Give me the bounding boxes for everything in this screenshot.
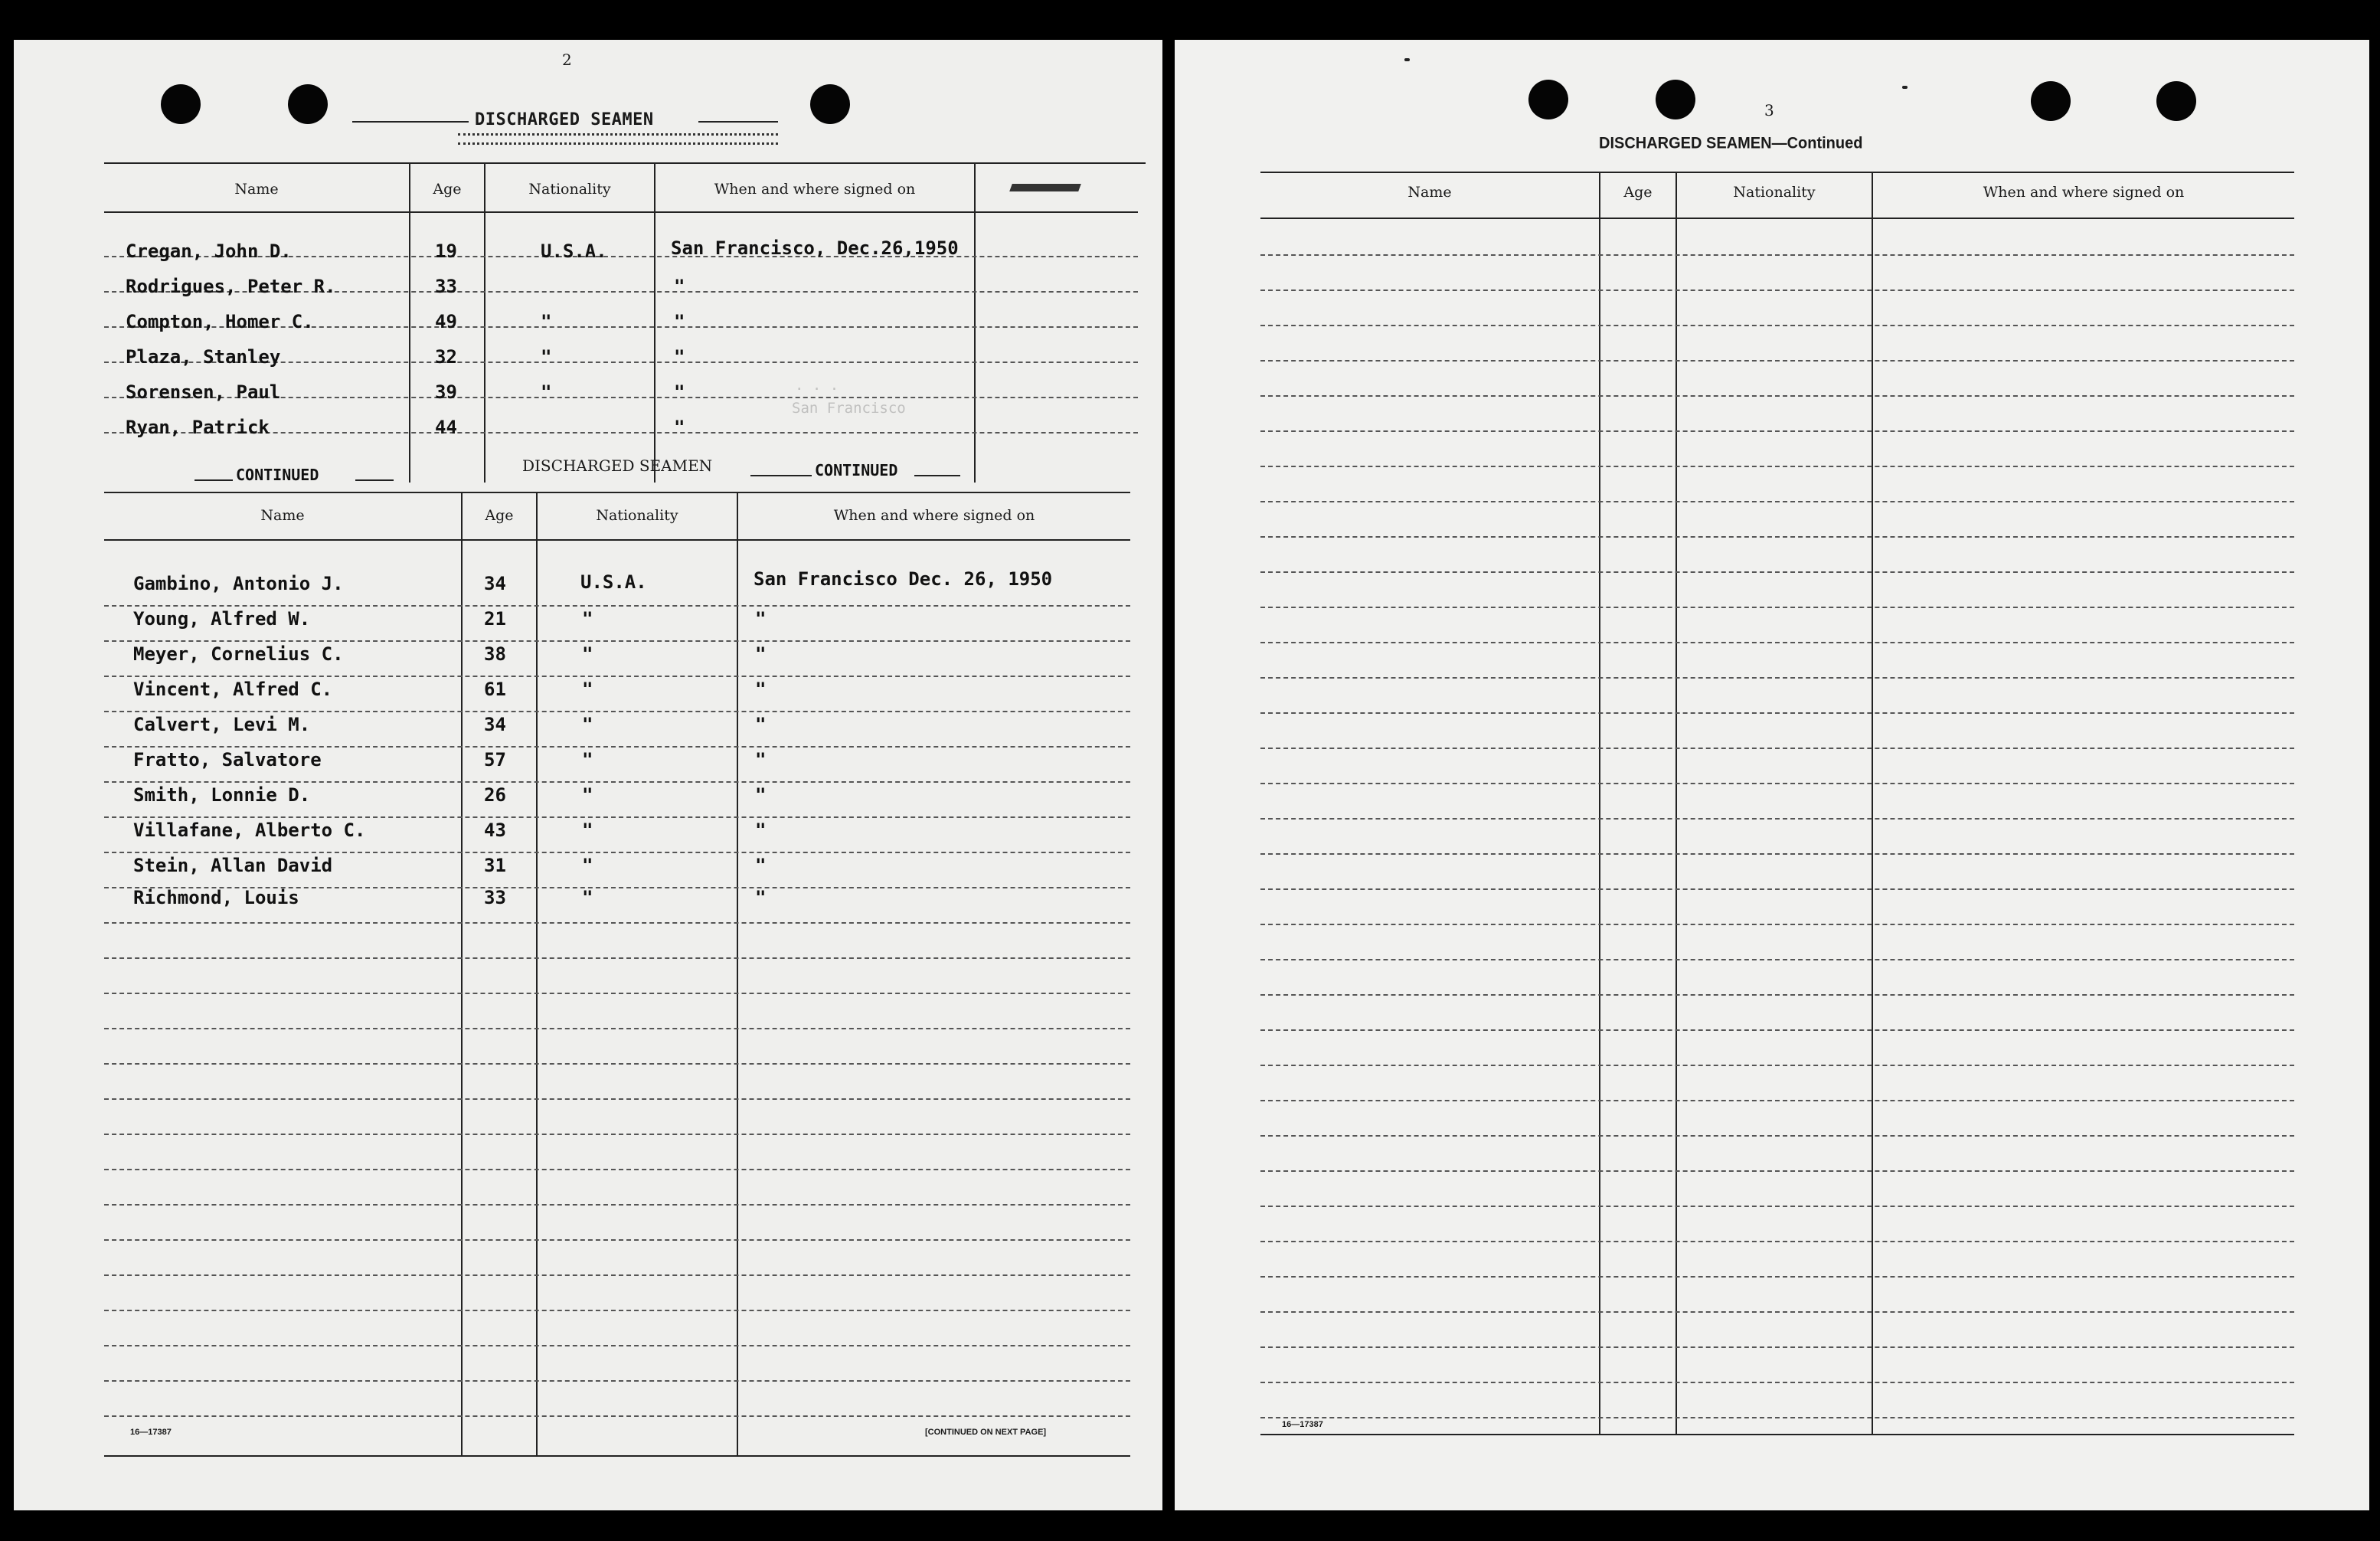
- seaman-name: Meyer, Cornelius C.: [133, 643, 344, 665]
- left-page: 2 DISCHARGED SEAMEN Name Age Nationality When and where signed on Cregan, John D. 19 U.S.A. San Francisco, Dec.26,1950 Rodrigues, Peter R. 33 " Compton, Homer C. 49 " " Plaza, Stanley 32 " " Sorensen, Paul 39 " " Ryan, Patrick 44 " . . . San Francisco CONTINUED DISCHARGED SEAMEN CONTINUED Name Age Nationality When and where signed on Gambino, Antonio J. 34 U.S.A. San Francisco Dec. 26, 1950 Young, Alfred W. 21 " " Meyer, Cornelius C. 38 " " Vincent, Alfred C. 61 " " Calvert, Levi M. 34 " " Fratto, Salvatore 57 " " Smith, Lonnie D. 26 " " Villafane, Alberto C. 43 " " Stein, Allan David 31 " " Richmond, Louis 33 " " 16—17387 [CONTINUED ON NEXT PAGE]: [14, 40, 1162, 1510]
- punch-hole: [2156, 81, 2196, 121]
- seaman-name: Stein, Allan David: [133, 855, 333, 876]
- page-title: DISCHARGED SEAMEN—Continued: [1599, 134, 1863, 152]
- form-number: 16—17387: [1282, 1420, 1323, 1429]
- seaman-age: 31: [484, 855, 506, 876]
- table-rule: [654, 162, 655, 483]
- seaman-signed-on: ": [674, 417, 685, 438]
- seaman-name: Ryan, Patrick: [126, 417, 270, 438]
- seaman-age: 21: [484, 608, 506, 630]
- page-title: DISCHARGED SEAMEN: [475, 110, 654, 129]
- col-header-name: Name: [260, 507, 305, 524]
- seaman-signed-on: ": [674, 346, 685, 368]
- seaman-signed-on: ": [755, 643, 767, 665]
- seaman-name: Rodrigues, Peter R.: [126, 276, 336, 297]
- col-header-age: Age: [1623, 184, 1653, 201]
- section-subtitle: DISCHARGED SEAMEN: [522, 456, 713, 475]
- page-number: 2: [562, 51, 572, 69]
- seaman-signed-on: ": [674, 276, 685, 297]
- seaman-nationality: ": [582, 714, 593, 735]
- speck: [1902, 86, 1908, 89]
- table-rule: [104, 211, 1138, 213]
- seaman-nationality: ": [582, 855, 593, 876]
- seaman-age: 38: [484, 643, 506, 665]
- col-header-age: Age: [433, 181, 462, 198]
- col-header-age: Age: [485, 507, 514, 524]
- continued-label: CONTINUED: [815, 461, 898, 479]
- table-rule: [1260, 1434, 2294, 1435]
- seaman-signed-on: ": [755, 784, 767, 806]
- col-header-signed-on: When and where signed on: [1983, 184, 2185, 201]
- col-header-nationality: Nationality: [1733, 184, 1816, 201]
- seaman-signed-on: ": [674, 311, 685, 332]
- speck: [1404, 58, 1410, 61]
- seaman-signed-on: ": [755, 679, 767, 700]
- seaman-signed-on: ": [755, 749, 767, 770]
- seaman-name: Young, Alfred W.: [133, 608, 311, 630]
- title-rule: [698, 121, 778, 123]
- seaman-signed-on: ": [755, 608, 767, 630]
- seaman-signed-on: ": [755, 820, 767, 841]
- continued-rule: [355, 479, 394, 481]
- seaman-age: 33: [435, 276, 457, 297]
- seaman-name: Compton, Homer C.: [126, 311, 314, 332]
- seaman-name: Gambino, Antonio J.: [133, 573, 344, 594]
- seaman-signed-on: ": [755, 855, 767, 876]
- seaman-name: Vincent, Alfred C.: [133, 679, 333, 700]
- form-number: 16—17387: [130, 1428, 172, 1437]
- seaman-nationality: U.S.A.: [580, 571, 647, 593]
- table-rule: [1260, 172, 2294, 173]
- seaman-nationality: ": [582, 820, 593, 841]
- continued-rule: [195, 479, 233, 481]
- seaman-name: Sorensen, Paul: [126, 381, 281, 403]
- seaman-nationality: ": [582, 887, 593, 908]
- table-rule: [104, 162, 1146, 164]
- seaman-age: 49: [435, 311, 457, 332]
- punch-hole: [161, 84, 201, 124]
- seaman-name: Calvert, Levi M.: [133, 714, 311, 735]
- table-rule: [104, 492, 1130, 493]
- seaman-nationality: ": [582, 679, 593, 700]
- page-number: 3: [1764, 101, 1774, 119]
- col-header-nationality: Nationality: [596, 507, 678, 524]
- seaman-signed-on: ": [755, 887, 767, 908]
- punch-hole: [810, 84, 850, 124]
- seaman-nationality: ": [582, 784, 593, 806]
- seaman-age: 34: [484, 573, 506, 594]
- col-header-name: Name: [1407, 184, 1452, 201]
- punch-hole: [288, 84, 328, 124]
- continued-note: [CONTINUED ON NEXT PAGE]: [925, 1428, 1047, 1437]
- continued-rule: [750, 475, 812, 476]
- seaman-name: Plaza, Stanley: [126, 346, 281, 368]
- seaman-age: 57: [484, 749, 506, 770]
- seaman-name: Richmond, Louis: [133, 887, 299, 908]
- table-rule: [104, 1455, 1130, 1457]
- seaman-age: 34: [484, 714, 506, 735]
- seaman-age: 43: [484, 820, 506, 841]
- continued-rule: [914, 475, 960, 476]
- table-rule: [484, 162, 485, 483]
- seaman-nationality: ": [582, 643, 593, 665]
- col-header-signed-on: When and where signed on: [833, 507, 1035, 524]
- table-rule: [409, 162, 410, 483]
- seaman-nationality: ": [541, 311, 552, 332]
- seaman-nationality: ": [582, 749, 593, 770]
- seaman-age: 26: [484, 784, 506, 806]
- seaman-age: 44: [435, 417, 457, 438]
- punch-hole: [1656, 80, 1695, 119]
- seaman-age: 33: [484, 887, 506, 908]
- seaman-nationality: ": [582, 608, 593, 630]
- seaman-nationality: ": [541, 381, 552, 403]
- seaman-signed-on: ": [674, 381, 685, 403]
- punch-hole: [1528, 80, 1568, 119]
- col-header-nationality: Nationality: [528, 181, 611, 198]
- seaman-age: 32: [435, 346, 457, 368]
- seaman-signed-on: San Francisco, Dec.26,1950: [671, 237, 959, 259]
- punch-hole: [2031, 81, 2071, 121]
- seaman-name: Cregan, John D.: [126, 240, 292, 262]
- seaman-signed-on: San Francisco Dec. 26, 1950: [754, 568, 1053, 590]
- struck-column-header: [1009, 184, 1081, 191]
- title-rule: [352, 121, 469, 123]
- seaman-nationality: ": [541, 346, 552, 368]
- col-header-name: Name: [234, 181, 279, 198]
- seaman-age: 19: [435, 240, 457, 262]
- seaman-signed-on: ": [755, 714, 767, 735]
- seaman-name: Villafane, Alberto C.: [133, 820, 366, 841]
- col-header-signed-on: When and where signed on: [714, 181, 916, 198]
- continued-label: CONTINUED: [236, 466, 319, 484]
- seaman-age: 61: [484, 679, 506, 700]
- seaman-name: Smith, Lonnie D.: [133, 784, 311, 806]
- struck-out-text: [458, 133, 778, 145]
- table-rule: [1260, 218, 2294, 219]
- table-rule: [104, 539, 1130, 541]
- right-page: [1175, 40, 2369, 1510]
- seaman-nationality: U.S.A.: [541, 240, 607, 262]
- seaman-name: Fratto, Salvatore: [133, 749, 322, 770]
- table-rule: [974, 162, 976, 483]
- seaman-age: 39: [435, 381, 457, 403]
